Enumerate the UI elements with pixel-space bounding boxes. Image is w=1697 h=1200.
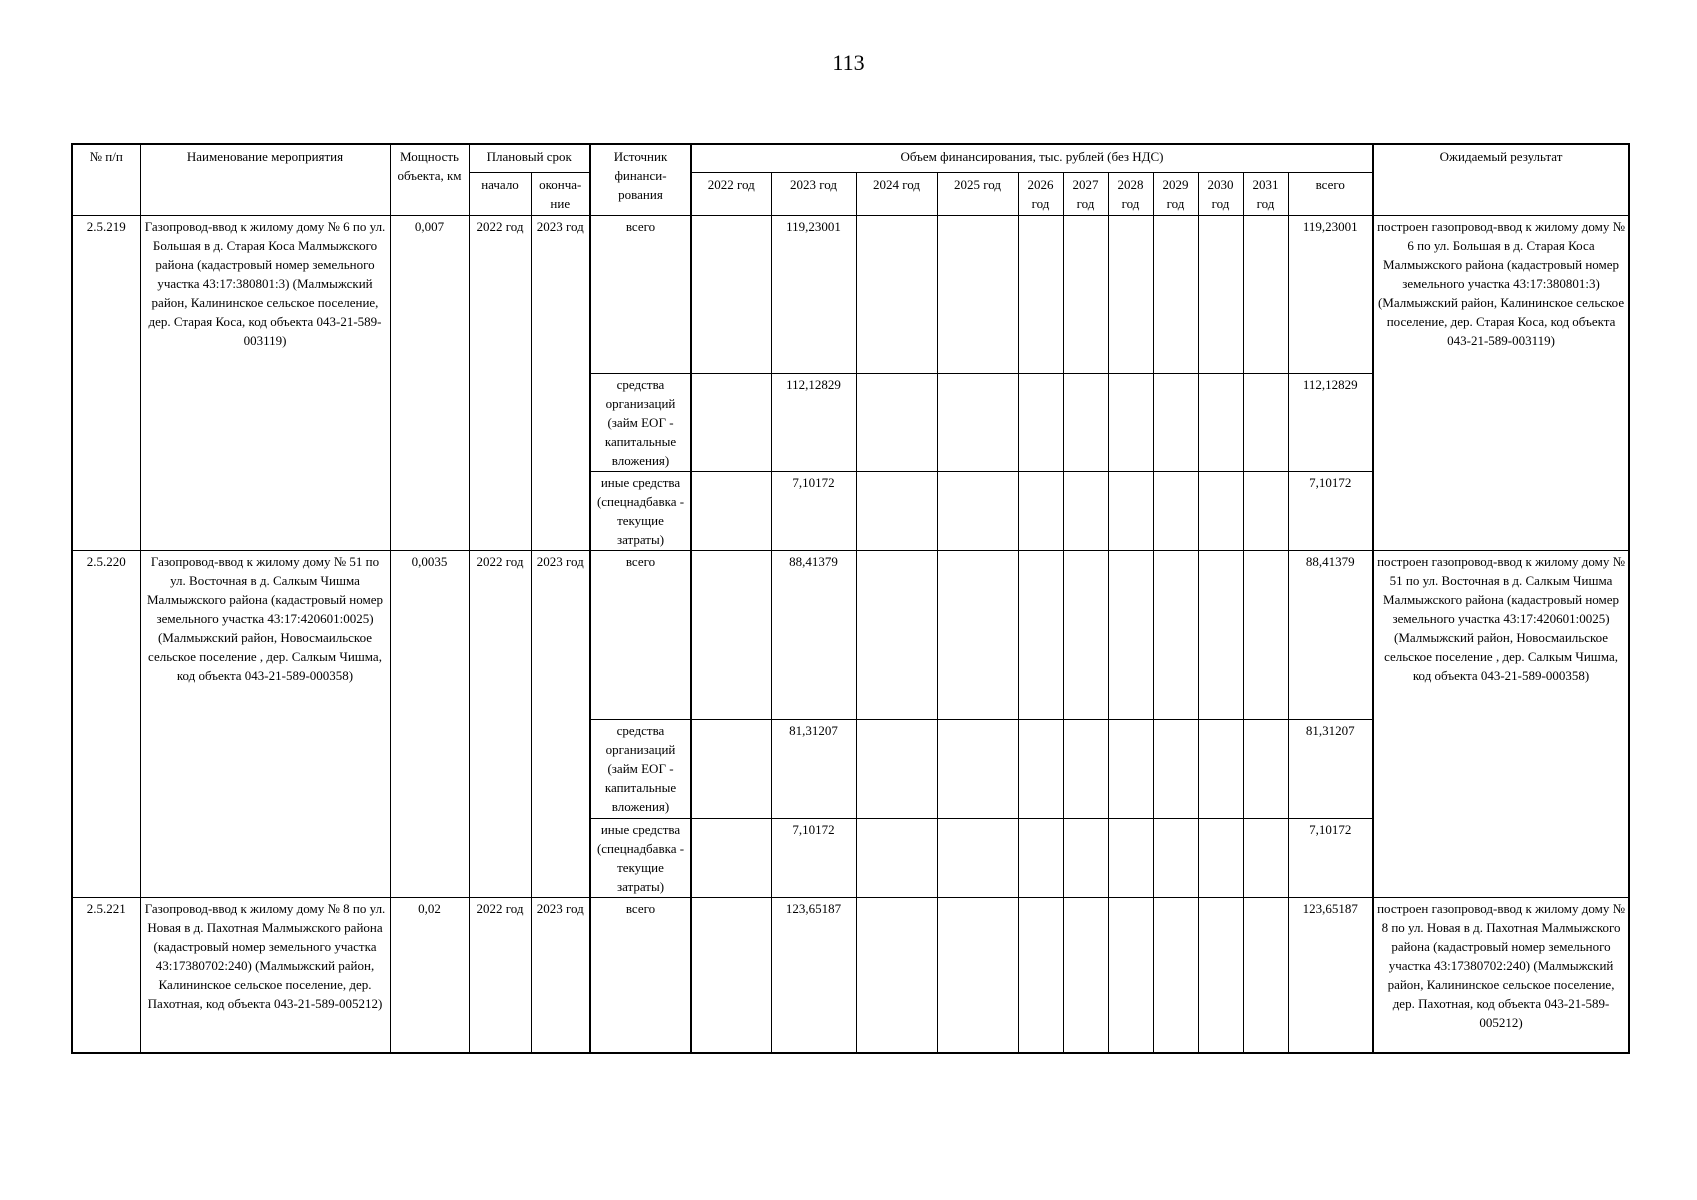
cell-total: 112,12829 xyxy=(1288,373,1373,471)
row-name: Газопровод-ввод к жилому дому № 6 по ул. Большая в д. Старая Коса Малмыжского района (кадастровый номер земельного участка 43:17:380801:3) (Малмыжский район, Калининское сельское поселение, дер. Старая Коса, код объекта 043-21-589-003119) xyxy=(140,215,390,550)
header-source: Источник финанси-рования xyxy=(590,144,691,215)
cell-2031 xyxy=(1243,471,1288,550)
cell-2022 xyxy=(691,471,771,550)
cell-2027 xyxy=(1063,471,1108,550)
cell-2027 xyxy=(1063,719,1108,818)
cell-total: 119,23001 xyxy=(1288,215,1373,373)
row-end: 2023 год xyxy=(531,215,590,550)
cell-2024 xyxy=(856,550,937,719)
source-label: всего xyxy=(590,215,691,373)
source-label: иные средства (спецнадбавка - текущие затраты) xyxy=(590,818,691,897)
cell-2028 xyxy=(1108,471,1153,550)
cell-2027 xyxy=(1063,897,1108,1053)
cell-2028 xyxy=(1108,550,1153,719)
cell-2022 xyxy=(691,818,771,897)
cell-total: 81,31207 xyxy=(1288,719,1373,818)
source-label: средства организаций (займ ЕОГ - капитальные вложения) xyxy=(590,719,691,818)
cell-2029 xyxy=(1153,373,1198,471)
cell-2029 xyxy=(1153,215,1198,373)
cell-2022 xyxy=(691,550,771,719)
cell-2026 xyxy=(1018,550,1063,719)
row-result: построен газопровод-ввод к жилому дому № 51 по ул. Восточная в д. Салкым Чишма Малмыжского района (кадастровый номер земельного участка 43:17:420601:0025) (Малмыжский район, Новосмаильское сельское поселение , дер. Салкым Чишма, код объекта 043-21-589-000358) xyxy=(1373,550,1629,897)
header-year: 2031 год xyxy=(1243,172,1288,215)
row-end: 2023 год xyxy=(531,897,590,1053)
header-year: 2024 год xyxy=(856,172,937,215)
cell-2029 xyxy=(1153,897,1198,1053)
cell-2025 xyxy=(937,373,1018,471)
cell-2031 xyxy=(1243,818,1288,897)
cell-2026 xyxy=(1018,719,1063,818)
funding-table xyxy=(71,143,1630,1054)
cell-2029 xyxy=(1153,719,1198,818)
cell-2025 xyxy=(937,215,1018,373)
cell-2031 xyxy=(1243,897,1288,1053)
cell-2031 xyxy=(1243,719,1288,818)
cell-2030 xyxy=(1198,215,1243,373)
cell-2022 xyxy=(691,215,771,373)
cell-2023: 7,10172 xyxy=(771,471,856,550)
source-label: иные средства (спецнадбавка - текущие затраты) xyxy=(590,471,691,550)
header-result: Ожидаемый результат xyxy=(1373,144,1629,215)
cell-2025 xyxy=(937,818,1018,897)
cell-2030 xyxy=(1198,719,1243,818)
row-start: 2022 год xyxy=(469,215,531,550)
cell-2025 xyxy=(937,471,1018,550)
header-year: 2028 год xyxy=(1108,172,1153,215)
cell-total: 7,10172 xyxy=(1288,818,1373,897)
row-start: 2022 год xyxy=(469,550,531,897)
row-capacity: 0,0035 xyxy=(390,550,469,897)
row-name: Газопровод-ввод к жилому дому № 51 по ул. Восточная в д. Салкым Чишма Малмыжского района (кадастровый номер земельного участка 43:17:420601:0025) (Малмыжский район, Новосмаильское сельское поселение , дер. Салкым Чишма, код объекта 043-21-589-000358) xyxy=(140,550,390,897)
row-capacity: 0,007 xyxy=(390,215,469,550)
cell-2024 xyxy=(856,471,937,550)
header-total: всего xyxy=(1288,172,1373,215)
header-year: 2023 год xyxy=(771,172,856,215)
row-capacity: 0,02 xyxy=(390,897,469,1053)
cell-2023: 112,12829 xyxy=(771,373,856,471)
cell-2029 xyxy=(1153,818,1198,897)
cell-2025 xyxy=(937,719,1018,818)
cell-2026 xyxy=(1018,471,1063,550)
cell-2023: 123,65187 xyxy=(771,897,856,1053)
cell-2024 xyxy=(856,719,937,818)
cell-2026 xyxy=(1018,897,1063,1053)
table-row xyxy=(72,897,1629,1053)
cell-2028 xyxy=(1108,818,1153,897)
cell-2024 xyxy=(856,215,937,373)
cell-2027 xyxy=(1063,818,1108,897)
header-name: Наименование мероприятия xyxy=(140,144,390,215)
cell-2031 xyxy=(1243,550,1288,719)
cell-total: 88,41379 xyxy=(1288,550,1373,719)
row-name: Газопровод-ввод к жилому дому № 8 по ул. Новая в д. Пахотная Малмыжского района (кадастровый номер земельного участка 43:17380702:240) (Малмыжский район, Калининское сельское поселение, дер. Пахотная, код объекта 043-21-589-005212) xyxy=(140,897,390,1053)
row-start: 2022 год xyxy=(469,897,531,1053)
header-year: 2022 год xyxy=(691,172,771,215)
cell-2030 xyxy=(1198,818,1243,897)
cell-2031 xyxy=(1243,373,1288,471)
header-start: начало xyxy=(469,172,531,215)
cell-2024 xyxy=(856,897,937,1053)
header-planned-term: Плановый срок xyxy=(469,144,590,172)
cell-2023: 119,23001 xyxy=(771,215,856,373)
cell-2030 xyxy=(1198,471,1243,550)
cell-2025 xyxy=(937,897,1018,1053)
table-row xyxy=(72,550,1629,719)
cell-2024 xyxy=(856,818,937,897)
page-number: 113 xyxy=(832,50,865,75)
table-row xyxy=(72,215,1629,373)
cell-2029 xyxy=(1153,550,1198,719)
source-label: всего xyxy=(590,550,691,719)
row-result: построен газопровод-ввод к жилому дому № 6 по ул. Большая в д. Старая Коса Малмыжского района (кадастровый номер земельного участка 43:17:380801:3) (Малмыжский район, Калининское сельское поселение, дер. Старая Коса, код объекта 043-21-589-003119) xyxy=(1373,215,1629,550)
cell-2031 xyxy=(1243,215,1288,373)
cell-2023: 81,31207 xyxy=(771,719,856,818)
cell-2023: 88,41379 xyxy=(771,550,856,719)
cell-2022 xyxy=(691,897,771,1053)
cell-2030 xyxy=(1198,550,1243,719)
cell-2022 xyxy=(691,719,771,818)
header-year: 2025 год xyxy=(937,172,1018,215)
row-num: 2.5.220 xyxy=(72,550,140,897)
header-end: оконча-ние xyxy=(531,172,590,215)
header-year: 2027 год xyxy=(1063,172,1108,215)
cell-2026 xyxy=(1018,373,1063,471)
cell-2028 xyxy=(1108,215,1153,373)
cell-total: 123,65187 xyxy=(1288,897,1373,1053)
cell-2027 xyxy=(1063,550,1108,719)
header-year: 2029 год xyxy=(1153,172,1198,215)
cell-2024 xyxy=(856,373,937,471)
header-year: 2026 год xyxy=(1018,172,1063,215)
source-label: всего xyxy=(590,897,691,1053)
header-year: 2030 год xyxy=(1198,172,1243,215)
cell-2027 xyxy=(1063,373,1108,471)
row-num: 2.5.219 xyxy=(72,215,140,550)
header-funding: Объем финансирования, тыс. рублей (без НДС) xyxy=(691,144,1373,172)
cell-2030 xyxy=(1198,373,1243,471)
cell-2022 xyxy=(691,373,771,471)
row-end: 2023 год xyxy=(531,550,590,897)
cell-2026 xyxy=(1018,818,1063,897)
cell-2028 xyxy=(1108,373,1153,471)
cell-2030 xyxy=(1198,897,1243,1053)
header-capacity: Мощность объекта, км xyxy=(390,144,469,215)
cell-2026 xyxy=(1018,215,1063,373)
header-num: № п/п xyxy=(72,144,140,215)
cell-2029 xyxy=(1153,471,1198,550)
source-label: средства организаций (займ ЕОГ - капитальные вложения) xyxy=(590,373,691,471)
cell-2025 xyxy=(937,550,1018,719)
cell-2028 xyxy=(1108,897,1153,1053)
cell-total: 7,10172 xyxy=(1288,471,1373,550)
cell-2023: 7,10172 xyxy=(771,818,856,897)
cell-2027 xyxy=(1063,215,1108,373)
row-num: 2.5.221 xyxy=(72,897,140,1053)
cell-2028 xyxy=(1108,719,1153,818)
row-result: построен газопровод-ввод к жилому дому № 8 по ул. Новая в д. Пахотная Малмыжского района (кадастровый номер земельного участка 43:17380702:240) (Малмыжский район, Калининское сельское поселение, дер. Пахотная, код объекта 043-21-589-005212) xyxy=(1373,897,1629,1053)
